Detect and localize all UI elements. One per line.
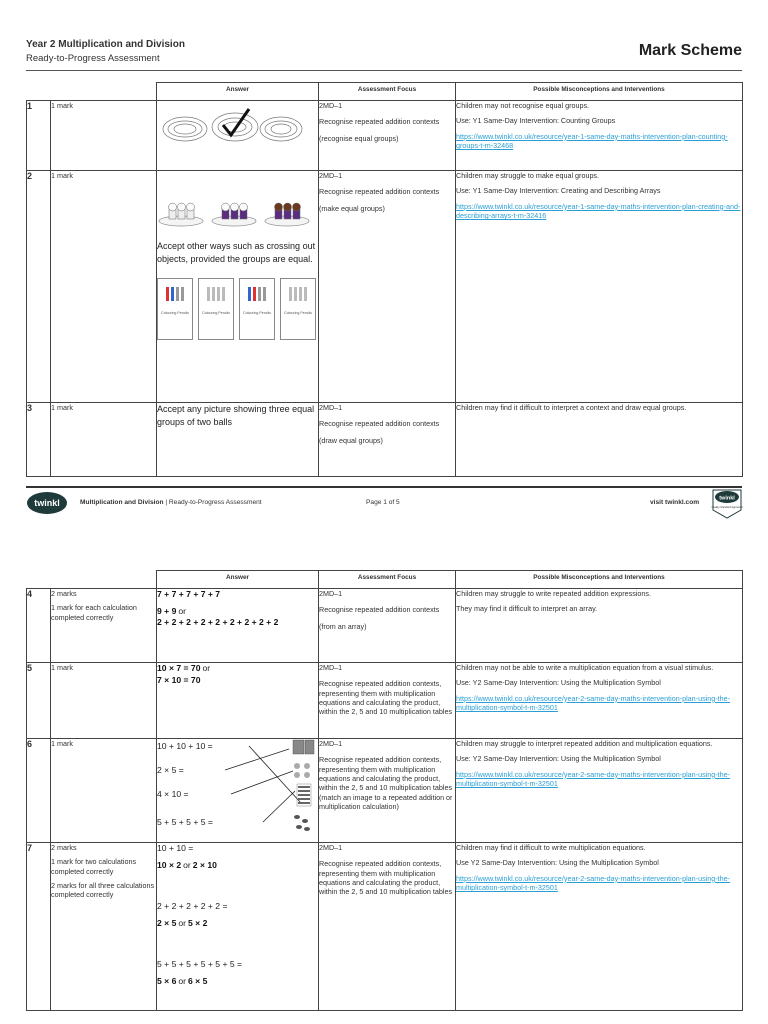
marks-text: 1 mark	[51, 403, 73, 412]
table-row	[27, 101, 743, 171]
question-number: 2	[27, 171, 51, 403]
focus-cell	[319, 101, 456, 171]
document-subtitle: Ready-to-Progress Assessment	[26, 53, 160, 64]
table-header-row	[27, 83, 743, 101]
marks-cell	[51, 101, 157, 171]
header-divider	[26, 70, 742, 71]
focus-detail: (from an array)	[319, 621, 367, 631]
pencils-icon	[281, 279, 315, 309]
column-header-answer: Answer	[157, 83, 319, 101]
table-row	[27, 403, 743, 477]
footer-doc-rest: | Ready-to-Progress Assessment	[163, 499, 262, 506]
focus-text: Recognise repeated addition contexts, representing them with multiplication equations and calculating the product, within the 2, 5 and 10 multiplication tables (match an image to a repeated addition or multiplication calculation)	[319, 755, 453, 812]
cupcake-plates-image	[157, 185, 311, 231]
matching-equation: 2 × 5 =	[157, 765, 184, 775]
pencil-box-label: Colouring Pencils	[284, 310, 312, 315]
answer-cell	[157, 739, 319, 843]
or-text: or	[178, 605, 187, 616]
focus-text: Recognise repeated addition contexts	[319, 187, 440, 197]
marks-text: 2 marks	[51, 843, 77, 852]
misconceptions-cell	[456, 589, 743, 663]
mark-scheme-table-page-2	[26, 570, 743, 1011]
intervention-text: Use: Y1 Same-Day Intervention: Counting Groups	[456, 116, 616, 126]
or-text: or	[178, 917, 187, 928]
focus-code: 2MD–1	[319, 843, 343, 852]
focus-detail: (recognise equal groups)	[319, 133, 399, 143]
answer-equation: 5 × 2	[188, 917, 208, 928]
pencils-icon	[199, 279, 233, 309]
focus-text: Recognise repeated addition contexts	[319, 419, 440, 429]
matching-equation: 4 × 10 =	[157, 789, 189, 799]
or-text: or	[178, 975, 187, 986]
misconception-text: Children may find it difficult to write multiplication equations.	[456, 843, 646, 852]
matching-diagram	[157, 739, 318, 837]
focus-text: Recognise repeated addition contexts	[319, 117, 440, 127]
intervention-link[interactable]: https://www.twinkl.co.uk/resource/year-2-same-day-maths-intervention-plan-using-the-multiplication-symbol-t-m-32501	[456, 769, 731, 789]
focus-code: 2MD–1	[319, 101, 343, 110]
blank-header	[27, 83, 157, 101]
marks-text: 1 mark	[51, 663, 73, 672]
focus-cell	[319, 403, 456, 477]
focus-code: 2MD–1	[319, 589, 343, 598]
answer-cell	[157, 663, 319, 739]
pencils-icon	[240, 279, 274, 309]
answer-equation: 2 + 2 + 2 + 2 + 2 =	[157, 901, 228, 912]
table-row	[27, 171, 743, 403]
pencil-box	[198, 278, 234, 340]
question-number: 6	[27, 739, 51, 843]
marks-cell	[51, 663, 157, 739]
misconceptions-cell	[456, 663, 743, 739]
dot-grid-picture	[297, 784, 311, 806]
focus-cell	[319, 589, 456, 663]
nests-with-tick-image	[157, 101, 307, 149]
focus-text: Recognise repeated addition contexts, representing them with multiplication equations and calculating the product, within the 2, 5 and 10 multiplication tables	[319, 679, 453, 717]
answer-note: Accept any picture showing three equal groups of two balls	[157, 404, 315, 428]
misconceptions-cell	[456, 739, 743, 843]
misconception-text: Children may find it difficult to interpret a context and draw equal groups.	[456, 403, 687, 412]
focus-text: Recognise repeated addition contexts, representing them with multiplication equations and calculating the product, within the 2, 5 and 10 multiplication tables	[319, 859, 453, 897]
question-number: 7	[27, 843, 51, 1011]
table-row	[27, 589, 743, 663]
intervention-link[interactable]: https://www.twinkl.co.uk/resource/year-1-same-day-maths-intervention-plan-counting-groups-t-m-32468	[456, 131, 728, 151]
matching-equation: 10 + 10 + 10 =	[157, 741, 213, 751]
focus-cell	[319, 663, 456, 739]
focus-cell	[319, 739, 456, 843]
answer-cell	[157, 101, 319, 171]
misconception-text: Children may not recognise equal groups.	[456, 101, 590, 110]
answer-equation: 2 × 10	[192, 859, 217, 870]
marks-detail: 1 mark for two calculations completed correctly	[51, 857, 137, 876]
misconception-text: Children may struggle to make equal groups.	[456, 171, 600, 180]
marks-text: 1 mark	[51, 739, 73, 748]
column-header-misconceptions: Possible Misconceptions and Interventions	[456, 571, 743, 589]
question-number: 4	[27, 589, 51, 663]
intervention-text: Use Y2 Same-Day Intervention: Using the Multiplication Symbol	[456, 858, 659, 868]
pencil-box	[157, 278, 193, 340]
badge-text: Quality Standard Approved	[711, 506, 743, 509]
misconceptions-cell	[456, 171, 743, 403]
footer-doc-bold: Multiplication and Division	[80, 499, 164, 506]
column-header-misconceptions: Possible Misconceptions and Interventions	[456, 83, 743, 101]
answer-cell	[157, 171, 319, 403]
ten-frames-picture	[293, 740, 314, 754]
answer-cell	[157, 589, 319, 663]
intervention-text: Use: Y2 Same-Day Intervention: Using the Multiplication Symbol	[456, 754, 661, 764]
misconception-text: Children may struggle to interpret repeated addition and multiplication equations.	[456, 739, 713, 748]
page-number: Page 1 of 5	[366, 499, 400, 506]
document-title: Year 2 Multiplication and Division	[26, 39, 185, 50]
answer-equation: 10 × 2	[157, 859, 182, 870]
matching-equation: 5 + 5 + 5 + 5 =	[157, 817, 213, 827]
intervention-text: Use: Y2 Same-Day Intervention: Using the Multiplication Symbol	[456, 678, 661, 688]
answer-cell	[157, 403, 319, 477]
answer-equation: 5 + 5 + 5 + 5 + 5 + 5 =	[157, 959, 243, 970]
pencil-box	[239, 278, 275, 340]
question-number: 5	[27, 663, 51, 739]
pencil-box-label: Colouring Pencils	[243, 310, 271, 315]
focus-code: 2MD–1	[319, 171, 343, 180]
answer-cell	[157, 843, 319, 1011]
marks-text: 2 marks	[51, 589, 77, 598]
answer-equation: 9 + 9	[157, 605, 177, 616]
pencil-box-label: Colouring Pencils	[202, 310, 230, 315]
pencil-box	[280, 278, 316, 340]
focus-cell	[319, 171, 456, 403]
answer-equation: 6 × 5	[188, 975, 208, 986]
focus-detail: (draw equal groups)	[319, 435, 383, 445]
footer-divider	[26, 486, 742, 488]
table-row	[27, 739, 743, 843]
answer-equation: 7 × 10 = 70	[157, 674, 201, 685]
marks-cell	[51, 843, 157, 1011]
marks-detail: 2 marks for all three calculations completed correctly	[51, 881, 155, 900]
pencil-boxes	[157, 278, 318, 340]
marks-text: 1 mark	[51, 101, 73, 110]
hands-picture	[294, 763, 310, 778]
pencil-box-label: Colouring Pencils	[161, 310, 189, 315]
misconceptions-cell	[456, 101, 743, 171]
marks-text: 1 mark	[51, 171, 73, 180]
or-text: or	[183, 859, 191, 870]
answer-note: Accept other ways such as crossing out objects, provided the groups are equal.	[157, 240, 316, 264]
misconception-text: Children may struggle to write repeated addition expressions.	[456, 589, 651, 598]
footer-document-name	[80, 499, 262, 506]
focus-cell	[319, 843, 456, 1011]
answer-equation: 2 + 2 + 2 + 2 + 2 + 2 + 2 + 2 + 2	[157, 617, 279, 628]
column-header-answer: Answer	[157, 571, 319, 589]
focus-code: 2MD–1	[319, 663, 343, 672]
twinkl-logo	[26, 491, 68, 515]
mark-scheme-heading: Mark Scheme	[638, 42, 742, 59]
focus-code: 2MD–1	[319, 739, 343, 748]
misconception-text: Children may not be able to write a multiplication equation from a visual stimulus.	[456, 663, 714, 672]
question-number: 3	[27, 403, 51, 477]
table-row	[27, 663, 743, 739]
quality-badge	[710, 488, 744, 520]
focus-detail: (make equal groups)	[319, 203, 385, 213]
misconceptions-cell	[456, 403, 743, 477]
feet-picture	[294, 815, 310, 831]
blank-header	[27, 571, 157, 589]
badge-brand: twinkl	[719, 495, 735, 502]
question-number: 1	[27, 101, 51, 171]
marks-cell	[51, 171, 157, 403]
focus-text: Recognise repeated addition contexts	[319, 605, 440, 615]
pencils-icon	[158, 279, 192, 309]
answer-equation: 7 + 7 + 7 + 7 + 7	[157, 589, 221, 599]
answer-equation: 10 × 7 = 70	[157, 663, 201, 673]
marks-cell	[51, 589, 157, 663]
answer-equation: 5 × 6	[157, 975, 177, 986]
logo-text: twinkl	[34, 498, 60, 508]
intervention-text: Use: Y1 Same-Day Intervention: Creating and Describing Arrays	[456, 186, 661, 196]
answer-equation: 2 × 5	[157, 917, 177, 928]
or-text: or	[202, 663, 211, 673]
marks-cell	[51, 403, 157, 477]
misconception-text: They may find it difficult to interpret an array.	[456, 604, 598, 614]
column-header-focus: Assessment Focus	[319, 83, 456, 101]
mark-scheme-table-page-1	[26, 82, 743, 477]
table-header-row	[27, 571, 743, 589]
marks-cell	[51, 739, 157, 843]
misconceptions-cell	[456, 843, 743, 1011]
marks-detail: 1 mark for each calculation completed correctly	[51, 603, 137, 622]
intervention-link[interactable]: https://www.twinkl.co.uk/resource/year-2-same-day-maths-intervention-plan-using-the-multiplication-symbol-t-m-32501	[456, 873, 731, 893]
focus-code: 2MD–1	[319, 403, 343, 412]
answer-equation: 10 + 10 =	[157, 843, 194, 853]
intervention-link[interactable]: https://www.twinkl.co.uk/resource/year-2-same-day-maths-intervention-plan-using-the-multiplication-symbol-t-m-32501	[456, 693, 731, 713]
intervention-link[interactable]: https://www.twinkl.co.uk/resource/year-1-same-day-maths-intervention-plan-creating-and-describing-arrays-t-m-32416	[456, 201, 741, 221]
column-header-focus: Assessment Focus	[319, 571, 456, 589]
table-row	[27, 843, 743, 1011]
visit-link[interactable]: visit twinkl.com	[650, 499, 700, 506]
matching-lines-and-pictures	[205, 739, 315, 837]
